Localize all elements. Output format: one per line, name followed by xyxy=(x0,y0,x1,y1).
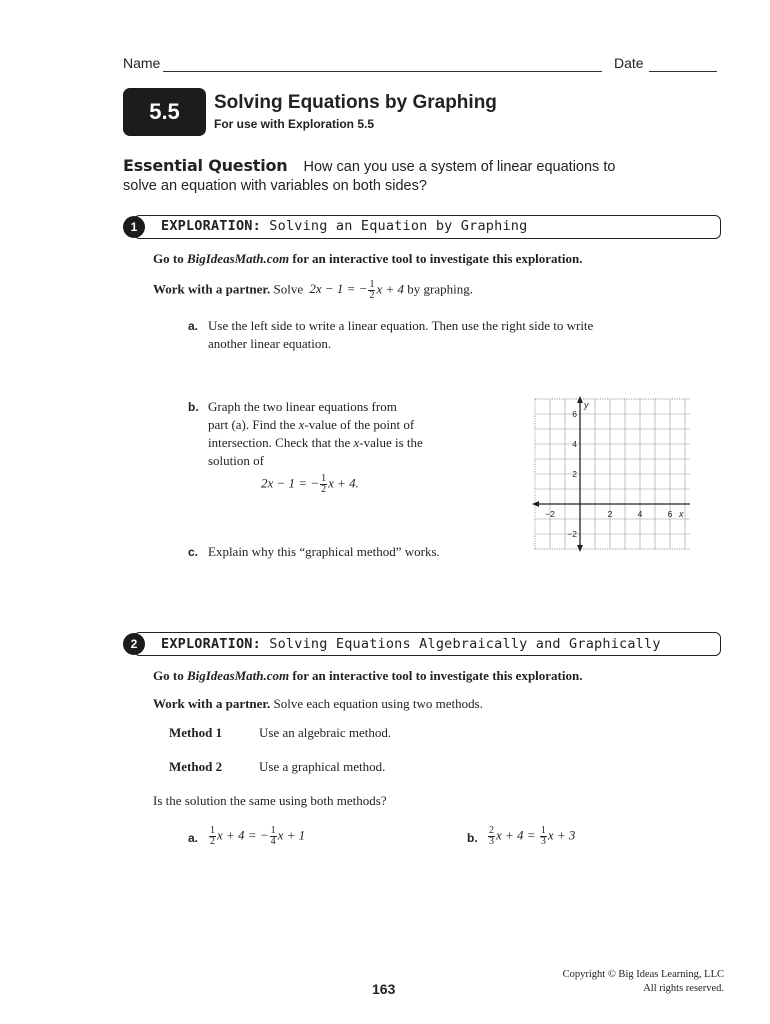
exploration-1-goto xyxy=(153,250,582,268)
y-tick-label: 6 xyxy=(572,409,577,419)
section-subtitle: For use with Exploration 5.5 xyxy=(214,117,375,131)
method-1-text: Use an algebraic method. xyxy=(259,725,392,740)
fraction-numerator: 1 xyxy=(540,825,546,836)
date-label: Date xyxy=(614,55,644,71)
part-c-text: Explain why this “graphical method” works. xyxy=(208,544,440,559)
x-tick-label: 4 xyxy=(637,509,643,519)
y-axis-label: y xyxy=(584,400,589,410)
text-segment: intersection. Check that the xyxy=(208,435,351,450)
part-b-line-4: solution of xyxy=(208,453,264,468)
part-b-line-1: Graph the two linear equations from xyxy=(208,399,397,414)
fraction-denominator: 3 xyxy=(489,836,494,847)
exploration-2-label: EXPLORATION: xyxy=(161,636,261,652)
copyright-line-1: Copyright © Big Ideas Learning, LLC xyxy=(562,969,724,980)
fraction-numerator: 1 xyxy=(270,825,276,836)
equation-left: 2x − 1 = − xyxy=(309,281,368,297)
exploration-1-instruction xyxy=(153,280,473,301)
goto-prefix: Go to xyxy=(153,251,184,266)
exploration-2-goto xyxy=(153,667,582,685)
fraction-denominator: 3 xyxy=(540,836,546,847)
fraction-denominator: 2 xyxy=(369,290,375,301)
y-tick-label: −2 xyxy=(567,529,577,539)
essential-question xyxy=(123,156,615,176)
text-segment: -value is the xyxy=(359,435,423,450)
essential-question-text-2: solve an equation with variables on both sides? xyxy=(123,178,427,194)
exp2-part-a-letter: a. xyxy=(188,831,199,845)
equation-fraction xyxy=(488,826,495,847)
goto-suffix: for an interactive tool to investigate this exploration. xyxy=(292,668,583,683)
x-axis-arrow-left xyxy=(532,501,539,507)
fraction-numerator: 2 xyxy=(489,825,494,836)
equation-right: x + 4. xyxy=(328,475,359,491)
grid-lines xyxy=(535,399,690,549)
essential-question-label: Essential Question xyxy=(123,156,288,175)
fraction-denominator: 4 xyxy=(270,836,276,847)
part-b-equation xyxy=(261,474,359,495)
date-field[interactable] xyxy=(649,57,717,72)
copyright xyxy=(464,968,724,996)
part-b-line-2 xyxy=(208,416,414,434)
text-segment: -value of the point of xyxy=(304,417,415,432)
name-field[interactable] xyxy=(163,57,602,72)
goto-prefix: Go to xyxy=(153,668,184,683)
exploration-2-instruction xyxy=(153,695,483,713)
partner-text: Solve each equation using two methods. xyxy=(273,696,483,711)
exploration-2-title-text: Solving Equations Algebraically and Graphically xyxy=(269,636,661,652)
section-title: Solving Equations by Graphing xyxy=(214,92,497,113)
x-tick-label: 2 xyxy=(607,509,613,519)
partner-bold: Work with a partner. xyxy=(153,281,271,297)
part-a-line-2: another linear equation. xyxy=(208,336,332,351)
part-c-letter: c. xyxy=(188,545,199,559)
x-axis-label: x xyxy=(679,509,684,519)
goto-suffix: for an interactive tool to investigate this exploration. xyxy=(292,251,583,266)
equation-fraction xyxy=(540,826,547,847)
goto-site-link[interactable]: BigIdeasMath.com xyxy=(186,668,290,683)
x-tick-label: 6 xyxy=(667,509,673,519)
exploration-2-title xyxy=(161,636,661,652)
equation-fraction xyxy=(270,826,277,847)
equation-middle: x + 4 = − xyxy=(217,827,269,843)
fraction-numerator: 1 xyxy=(210,825,215,836)
y-tick-label: 2 xyxy=(572,469,577,479)
part-b-line-3 xyxy=(208,434,423,452)
coordinate-grid xyxy=(532,396,690,558)
equation-fraction xyxy=(368,280,375,301)
section-number-badge xyxy=(123,88,206,136)
text-segment: x xyxy=(353,435,360,450)
y-axis-arrow-up xyxy=(577,396,583,403)
partner-pre: Solve xyxy=(273,281,304,297)
exploration-1-number: 1 xyxy=(123,216,145,238)
text-segment: x xyxy=(298,417,305,432)
equation-middle: x + 4 = xyxy=(496,827,539,843)
exploration-2-question: Is the solution the same using both methods? xyxy=(153,793,387,808)
exploration-2-number: 2 xyxy=(123,633,145,655)
method-2-text: Use a graphical method. xyxy=(259,759,386,774)
exploration-1-title xyxy=(161,218,527,234)
section-number: 5.5 xyxy=(149,99,180,124)
y-tick-label: 4 xyxy=(572,439,577,449)
method-1-label: Method 1 xyxy=(169,725,223,740)
equation-end: x + 1 xyxy=(277,827,306,843)
exploration-1-title-text: Solving an Equation by Graphing xyxy=(269,218,528,234)
text-segment: part (a). Find the xyxy=(208,417,296,432)
exp2-part-b-letter: b. xyxy=(467,831,478,845)
exp2-part-b-equation xyxy=(487,826,575,847)
part-a-line-1: Use the left side to write a linear equation. Then use the right side to write xyxy=(208,318,594,333)
page-number: 163 xyxy=(372,981,396,997)
fraction-numerator: 1 xyxy=(369,279,375,290)
fraction-numerator: 1 xyxy=(321,473,327,484)
equation-fraction xyxy=(209,826,216,847)
copyright-line-2: All rights reserved. xyxy=(643,983,724,994)
partner-bold: Work with a partner. xyxy=(153,696,271,711)
method-2-label: Method 2 xyxy=(169,759,223,774)
essential-question-text-1: How can you use a system of linear equations to xyxy=(303,159,616,175)
exp2-part-a-equation xyxy=(208,826,305,847)
part-a-letter: a. xyxy=(188,319,199,333)
y-axis-arrow-down xyxy=(577,545,583,552)
equation-left: 2x − 1 = − xyxy=(261,475,320,491)
x-tick-label: −2 xyxy=(545,509,555,519)
name-label: Name xyxy=(123,55,161,71)
exploration-1-label: EXPLORATION: xyxy=(161,218,261,234)
equation-fraction xyxy=(320,474,327,495)
equation-end: x + 3 xyxy=(547,827,576,843)
fraction-denominator: 2 xyxy=(210,836,215,847)
equation-right: x + 4 xyxy=(376,281,405,297)
partner-post: by graphing. xyxy=(407,281,473,297)
goto-site-link[interactable]: BigIdeasMath.com xyxy=(186,251,290,266)
fraction-denominator: 2 xyxy=(321,484,327,495)
part-b-letter: b. xyxy=(188,400,199,414)
grid-labels xyxy=(545,400,684,539)
